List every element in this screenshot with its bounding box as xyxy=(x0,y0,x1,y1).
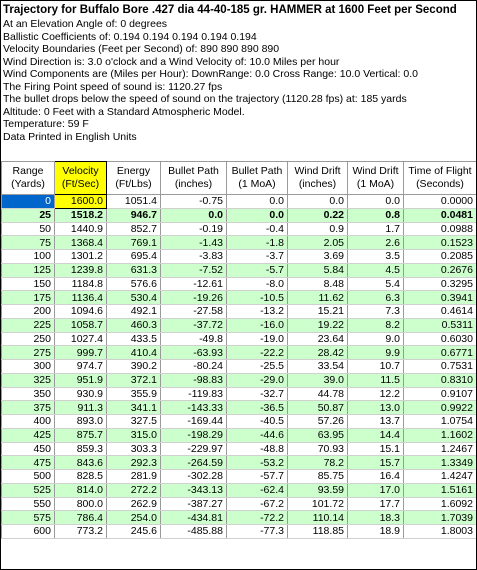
cell-range[interactable]: 225 xyxy=(2,318,55,332)
cell-range[interactable]: 375 xyxy=(2,401,55,415)
cell-range[interactable]: 550 xyxy=(2,497,55,511)
info-line-elevation: At an Elevation Angle of: 0 degrees xyxy=(3,18,168,30)
info-line-units: Data Printed in English Units xyxy=(3,130,137,143)
cell-time-of-flight[interactable]: 1.5161 xyxy=(404,483,477,497)
cell-wind-drift-inches[interactable]: 39.0 xyxy=(288,373,348,387)
cell-bullet-path-inches[interactable]: -198.29 xyxy=(161,428,227,442)
cell-energy[interactable]: 460.3 xyxy=(107,318,161,332)
cell-bullet-path-inches[interactable]: -98.83 xyxy=(161,373,227,387)
cell-bullet-path-inches[interactable]: -3.83 xyxy=(161,250,227,264)
cell-bullet-path-inches[interactable]: -0.19 xyxy=(161,222,227,236)
cell-velocity[interactable]: 911.3 xyxy=(55,401,107,415)
cell-wind-drift-moa[interactable]: 17.7 xyxy=(348,497,404,511)
cell-wind-drift-moa[interactable]: 12.2 xyxy=(348,387,404,401)
cell-velocity[interactable]: 1301.2 xyxy=(55,250,107,264)
cell-time-of-flight[interactable]: 0.8310 xyxy=(404,373,477,387)
cell-range[interactable]: 200 xyxy=(2,305,55,319)
cell-wind-drift-moa[interactable]: 15.1 xyxy=(348,442,404,456)
table-row xyxy=(2,305,477,319)
cell-energy[interactable]: 695.4 xyxy=(107,250,161,264)
column-header-wind-drift-moa[interactable] xyxy=(348,162,404,195)
cell-bullet-path-moa[interactable]: -48.8 xyxy=(227,442,288,456)
cell-range[interactable]: 575 xyxy=(2,511,55,525)
cell-velocity[interactable]: 1058.7 xyxy=(55,318,107,332)
cell-bullet-path-inches[interactable]: -143.33 xyxy=(161,401,227,415)
cell-time-of-flight[interactable]: 0.1523 xyxy=(404,236,477,250)
cell-wind-drift-moa[interactable]: 0.0 xyxy=(348,195,404,209)
cell-energy[interactable]: 852.7 xyxy=(107,222,161,236)
cell-velocity[interactable]: 786.4 xyxy=(55,511,107,525)
column-header-bullet-path-inches[interactable] xyxy=(161,162,227,195)
cell-velocity[interactable]: 800.0 xyxy=(55,497,107,511)
cell-wind-drift-moa[interactable]: 10.7 xyxy=(348,360,404,374)
cell-bullet-path-inches[interactable]: -1.43 xyxy=(161,236,227,250)
cell-bullet-path-inches[interactable]: -0.75 xyxy=(161,195,227,209)
table-row xyxy=(2,387,477,401)
cell-range[interactable]: 400 xyxy=(2,415,55,429)
cell-bullet-path-inches[interactable]: -63.93 xyxy=(161,346,227,360)
cell-bullet-path-moa[interactable]: -1.8 xyxy=(227,236,288,250)
cell-bullet-path-inches[interactable]: -229.97 xyxy=(161,442,227,456)
cell-time-of-flight[interactable]: 0.7531 xyxy=(404,360,477,374)
cell-bullet-path-inches[interactable]: -37.72 xyxy=(161,318,227,332)
column-header-line: Range xyxy=(12,165,44,177)
cell-velocity[interactable]: 814.0 xyxy=(55,483,107,497)
cell-wind-drift-inches[interactable]: 0.22 xyxy=(288,208,348,222)
cell-wind-drift-inches[interactable]: 15.21 xyxy=(288,305,348,319)
cell-wind-drift-moa[interactable]: 5.4 xyxy=(348,277,404,291)
cell-wind-drift-moa[interactable]: 7.3 xyxy=(348,305,404,319)
cell-wind-drift-moa[interactable]: 11.5 xyxy=(348,373,404,387)
info-line-speed-of-sound: The Firing Point speed of sound is: 1120.27 fps xyxy=(3,80,223,93)
column-header-line: Bullet Path xyxy=(231,165,283,177)
cell-energy[interactable]: 281.9 xyxy=(107,470,161,484)
column-header-line: (1 MoA) xyxy=(238,178,276,190)
cell-bullet-path-inches[interactable]: -302.28 xyxy=(161,470,227,484)
cell-time-of-flight[interactable]: 0.6030 xyxy=(404,332,477,346)
cell-velocity[interactable]: 1239.8 xyxy=(55,263,107,277)
cell-bullet-path-inches[interactable]: -387.27 xyxy=(161,497,227,511)
cell-range[interactable]: 500 xyxy=(2,470,55,484)
cell-bullet-path-moa[interactable]: -13.2 xyxy=(227,305,288,319)
cell-wind-drift-inches[interactable]: 93.59 xyxy=(288,483,348,497)
report-title: Trajectory for Buffalo Bore .427 dia 44-40-185 gr. HAMMER at 1600 Feet per Second xyxy=(3,4,457,16)
table-row xyxy=(2,373,477,387)
cell-bullet-path-moa[interactable]: -8.0 xyxy=(227,277,288,291)
table-row xyxy=(2,222,477,236)
column-header-line: (Yards) xyxy=(11,178,45,190)
cell-time-of-flight[interactable]: 1.4247 xyxy=(404,470,477,484)
cell-velocity[interactable]: 843.6 xyxy=(55,456,107,470)
cell-velocity[interactable]: 773.2 xyxy=(55,525,107,539)
cell-time-of-flight[interactable]: 0.9922 xyxy=(404,401,477,415)
cell-wind-drift-inches[interactable]: 5.84 xyxy=(288,263,348,277)
info-line-wind-components: Wind Components are (Miles per Hour): DownRange: 0.0 Cross Range: 10.0 Vertical: 0.0 xyxy=(3,68,418,80)
cell-bullet-path-moa[interactable]: -77.3 xyxy=(227,525,288,539)
cell-time-of-flight[interactable]: 0.0481 xyxy=(404,208,477,222)
table-row xyxy=(2,442,477,456)
cell-wind-drift-inches[interactable]: 0.9 xyxy=(288,222,348,236)
column-header-line: (inches) xyxy=(298,178,337,190)
cell-bullet-path-inches[interactable]: 0.0 xyxy=(161,208,227,222)
cell-time-of-flight[interactable]: 0.2676 xyxy=(404,263,477,277)
cell-wind-drift-inches[interactable]: 28.42 xyxy=(288,346,348,360)
cell-range[interactable]: 450 xyxy=(2,442,55,456)
cell-range[interactable]: 525 xyxy=(2,483,55,497)
info-line-temperature: Temperature: 59 F xyxy=(3,118,89,130)
cell-wind-drift-inches[interactable]: 110.14 xyxy=(288,511,348,525)
cell-energy[interactable]: 433.5 xyxy=(107,332,161,346)
cell-velocity[interactable]: 893.0 xyxy=(55,415,107,429)
cell-bullet-path-inches[interactable]: -7.52 xyxy=(161,263,227,277)
table-row xyxy=(2,415,477,429)
column-header-range[interactable] xyxy=(2,162,55,195)
cell-range[interactable]: 50 xyxy=(2,222,55,236)
cell-time-of-flight[interactable]: 0.9107 xyxy=(404,387,477,401)
column-header-line: Bullet Path xyxy=(168,165,219,177)
cell-bullet-path-moa[interactable]: -0.4 xyxy=(227,222,288,236)
info-line-altitude: Altitude: 0 Feet with a Standard Atmospheric Model. xyxy=(3,105,245,118)
cell-time-of-flight[interactable]: 0.3295 xyxy=(404,277,477,291)
cell-energy[interactable]: 327.5 xyxy=(107,415,161,429)
cell-wind-drift-moa[interactable]: 9.0 xyxy=(348,332,404,346)
column-header-bullet-path-moa[interactable] xyxy=(227,162,288,195)
table-row xyxy=(2,236,477,250)
cell-time-of-flight[interactable]: 1.2467 xyxy=(404,442,477,456)
table-row xyxy=(2,525,477,539)
cell-bullet-path-moa[interactable]: -62.4 xyxy=(227,483,288,497)
cell-wind-drift-inches[interactable]: 3.69 xyxy=(288,250,348,264)
cell-energy[interactable]: 946.7 xyxy=(107,208,161,222)
column-header-velocity[interactable] xyxy=(55,162,107,195)
cell-range[interactable]: 0 xyxy=(2,195,55,209)
table-row xyxy=(2,318,477,332)
table-row xyxy=(2,470,477,484)
column-header-line: Wind Drift xyxy=(294,165,341,177)
cell-wind-drift-moa[interactable]: 13.0 xyxy=(348,401,404,415)
cell-energy[interactable]: 245.6 xyxy=(107,525,161,539)
cell-range[interactable]: 475 xyxy=(2,456,55,470)
cell-velocity[interactable]: 1518.2 xyxy=(55,208,107,222)
trajectory-table xyxy=(1,161,477,539)
cell-bullet-path-inches[interactable]: -119.83 xyxy=(161,387,227,401)
cell-wind-drift-inches[interactable]: 70.93 xyxy=(288,442,348,456)
cell-wind-drift-moa[interactable]: 3.5 xyxy=(348,250,404,264)
cell-energy[interactable]: 631.3 xyxy=(107,263,161,277)
cell-time-of-flight[interactable]: 1.1602 xyxy=(404,428,477,442)
table-row xyxy=(2,360,477,374)
cell-range[interactable]: 250 xyxy=(2,332,55,346)
cell-bullet-path-moa[interactable]: -36.5 xyxy=(227,401,288,415)
cell-time-of-flight[interactable]: 1.8003 xyxy=(404,525,477,539)
cell-energy[interactable]: 315.0 xyxy=(107,428,161,442)
cell-velocity[interactable]: 1027.4 xyxy=(55,332,107,346)
cell-velocity[interactable]: 930.9 xyxy=(55,387,107,401)
table-row xyxy=(2,332,477,346)
table-header-row xyxy=(2,162,477,195)
table-row xyxy=(2,483,477,497)
cell-bullet-path-inches[interactable]: -264.59 xyxy=(161,456,227,470)
cell-wind-drift-moa[interactable]: 8.2 xyxy=(348,318,404,332)
cell-wind-drift-moa[interactable]: 1.7 xyxy=(348,222,404,236)
table-row xyxy=(2,401,477,415)
cell-time-of-flight[interactable]: 0.4614 xyxy=(404,305,477,319)
cell-range[interactable]: 275 xyxy=(2,346,55,360)
cell-wind-drift-moa[interactable]: 18.3 xyxy=(348,511,404,525)
cell-range[interactable]: 600 xyxy=(2,525,55,539)
cell-energy[interactable]: 254.0 xyxy=(107,511,161,525)
cell-energy[interactable]: 303.3 xyxy=(107,442,161,456)
cell-velocity[interactable]: 828.5 xyxy=(55,470,107,484)
cell-bullet-path-moa[interactable]: -53.2 xyxy=(227,456,288,470)
cell-time-of-flight[interactable]: 0.0988 xyxy=(404,222,477,236)
cell-energy[interactable]: 341.1 xyxy=(107,401,161,415)
cell-wind-drift-inches[interactable]: 78.2 xyxy=(288,456,348,470)
column-header-line: (Seconds) xyxy=(416,178,464,190)
column-header-line: Energy xyxy=(116,165,151,177)
cell-bullet-path-inches[interactable]: -434.81 xyxy=(161,511,227,525)
column-header-line: Velocity xyxy=(62,165,99,177)
table-body xyxy=(2,195,477,539)
cell-velocity[interactable]: 1440.9 xyxy=(55,222,107,236)
cell-bullet-path-inches[interactable]: -49.8 xyxy=(161,332,227,346)
cell-bullet-path-moa[interactable]: -25.5 xyxy=(227,360,288,374)
info-line-wind-direction: Wind Direction is: 3.0 o'clock and a Wind Velocity of: 10.0 Miles per hour xyxy=(3,55,340,68)
cell-bullet-path-inches[interactable]: -343.13 xyxy=(161,483,227,497)
cell-bullet-path-moa[interactable]: -72.2 xyxy=(227,511,288,525)
column-header-line: (1 MoA) xyxy=(356,178,395,190)
cell-range[interactable]: 325 xyxy=(2,373,55,387)
info-line-velocity-boundaries: Velocity Boundaries (Feet per Second) of: 890 890 890 890 xyxy=(3,43,280,55)
cell-energy[interactable]: 410.4 xyxy=(107,346,161,360)
table-row xyxy=(2,263,477,277)
cell-bullet-path-inches[interactable]: -19.26 xyxy=(161,291,227,305)
cell-energy[interactable]: 390.2 xyxy=(107,360,161,374)
column-header-line: (Ft/Lbs) xyxy=(115,178,152,190)
cell-wind-drift-inches[interactable]: 57.26 xyxy=(288,415,348,429)
cell-wind-drift-inches[interactable]: 0.0 xyxy=(288,195,348,209)
cell-wind-drift-moa[interactable]: 9.9 xyxy=(348,346,404,360)
table-row xyxy=(2,346,477,360)
cell-bullet-path-moa[interactable]: -19.0 xyxy=(227,332,288,346)
cell-wind-drift-inches[interactable]: 50.87 xyxy=(288,401,348,415)
cell-bullet-path-moa[interactable]: -10.5 xyxy=(227,291,288,305)
cell-velocity[interactable]: 1094.6 xyxy=(55,305,107,319)
cell-velocity[interactable]: 1368.4 xyxy=(55,236,107,250)
cell-velocity[interactable]: 1136.4 xyxy=(55,291,107,305)
table-row xyxy=(2,428,477,442)
cell-time-of-flight[interactable]: 1.6092 xyxy=(404,497,477,511)
cell-time-of-flight[interactable]: 1.3349 xyxy=(404,456,477,470)
cell-wind-drift-moa[interactable]: 16.4 xyxy=(348,470,404,484)
cell-wind-drift-moa[interactable]: 18.9 xyxy=(348,525,404,539)
cell-range[interactable]: 125 xyxy=(2,263,55,277)
cell-time-of-flight[interactable]: 0.6771 xyxy=(404,346,477,360)
cell-energy[interactable]: 372.1 xyxy=(107,373,161,387)
cell-bullet-path-moa[interactable]: -22.2 xyxy=(227,346,288,360)
cell-bullet-path-moa[interactable]: 0.0 xyxy=(227,208,288,222)
table-row xyxy=(2,511,477,525)
column-header-wind-drift-inches[interactable] xyxy=(288,162,348,195)
cell-energy[interactable]: 272.2 xyxy=(107,483,161,497)
cell-wind-drift-inches[interactable]: 63.95 xyxy=(288,428,348,442)
cell-range[interactable]: 350 xyxy=(2,387,55,401)
table-row xyxy=(2,291,477,305)
info-line-subsonic-range: The bullet drops below the speed of sound on the trajectory (1120.28 fps) at: 185 yards xyxy=(3,93,407,105)
table-row xyxy=(2,208,477,222)
table-row xyxy=(2,456,477,470)
cell-bullet-path-inches[interactable]: -485.88 xyxy=(161,525,227,539)
cell-wind-drift-inches[interactable]: 2.05 xyxy=(288,236,348,250)
cell-velocity[interactable]: 875.7 xyxy=(55,428,107,442)
cell-bullet-path-moa[interactable]: -40.5 xyxy=(227,415,288,429)
cell-time-of-flight[interactable]: 0.0000 xyxy=(404,195,477,209)
cell-wind-drift-inches[interactable]: 11.62 xyxy=(288,291,348,305)
cell-bullet-path-inches[interactable]: -27.58 xyxy=(161,305,227,319)
cell-range[interactable]: 425 xyxy=(2,428,55,442)
cell-wind-drift-moa[interactable]: 15.7 xyxy=(348,456,404,470)
column-header-line: (inches) xyxy=(174,178,213,190)
cell-range[interactable]: 150 xyxy=(2,277,55,291)
cell-velocity[interactable]: 999.7 xyxy=(55,346,107,360)
cell-wind-drift-inches[interactable]: 8.48 xyxy=(288,277,348,291)
cell-velocity[interactable]: 974.7 xyxy=(55,360,107,374)
column-header-line: (Ft/Sec) xyxy=(61,178,100,190)
column-header-line: Time of Flight xyxy=(408,165,472,177)
cell-wind-drift-moa[interactable]: 14.4 xyxy=(348,428,404,442)
cell-velocity[interactable]: 1184.8 xyxy=(55,277,107,291)
cell-bullet-path-moa[interactable]: -3.7 xyxy=(227,250,288,264)
cell-wind-drift-inches[interactable]: 23.64 xyxy=(288,332,348,346)
info-line-ballistic-coefficients: Ballistic Coefficients of: 0.194 0.194 0.194 0.194 0.194 xyxy=(3,30,257,43)
cell-time-of-flight[interactable]: 0.3941 xyxy=(404,291,477,305)
cell-wind-drift-moa[interactable]: 6.3 xyxy=(348,291,404,305)
cell-wind-drift-moa[interactable]: 4.5 xyxy=(348,263,404,277)
cell-bullet-path-moa[interactable]: -44.6 xyxy=(227,428,288,442)
cell-energy[interactable]: 262.9 xyxy=(107,497,161,511)
cell-range[interactable]: 175 xyxy=(2,291,55,305)
cell-wind-drift-moa[interactable]: 2.6 xyxy=(348,236,404,250)
cell-range[interactable]: 25 xyxy=(2,208,55,222)
cell-time-of-flight[interactable]: 1.7039 xyxy=(404,511,477,525)
report-header xyxy=(1,1,476,143)
cell-energy[interactable]: 292.3 xyxy=(107,456,161,470)
table-row xyxy=(2,497,477,511)
cell-wind-drift-moa[interactable]: 0.8 xyxy=(348,208,404,222)
cell-energy[interactable]: 355.9 xyxy=(107,387,161,401)
column-header-time-of-flight[interactable] xyxy=(404,162,477,195)
cell-range[interactable]: 100 xyxy=(2,250,55,264)
cell-bullet-path-inches[interactable]: -80.24 xyxy=(161,360,227,374)
cell-bullet-path-inches[interactable]: -169.44 xyxy=(161,415,227,429)
cell-energy[interactable]: 576.6 xyxy=(107,277,161,291)
cell-wind-drift-inches[interactable]: 85.75 xyxy=(288,470,348,484)
cell-wind-drift-moa[interactable]: 13.7 xyxy=(348,415,404,429)
cell-wind-drift-inches[interactable]: 19.22 xyxy=(288,318,348,332)
cell-wind-drift-inches[interactable]: 44.78 xyxy=(288,387,348,401)
cell-bullet-path-moa[interactable]: 0.0 xyxy=(227,195,288,209)
cell-bullet-path-moa[interactable]: -67.2 xyxy=(227,497,288,511)
table-row xyxy=(2,195,477,209)
cell-bullet-path-moa[interactable]: -32.7 xyxy=(227,387,288,401)
cell-wind-drift-inches[interactable]: 118.85 xyxy=(288,525,348,539)
cell-bullet-path-moa[interactable]: -5.7 xyxy=(227,263,288,277)
cell-range[interactable]: 300 xyxy=(2,360,55,374)
cell-bullet-path-moa[interactable]: -57.7 xyxy=(227,470,288,484)
cell-velocity[interactable]: 951.9 xyxy=(55,373,107,387)
cell-range[interactable]: 75 xyxy=(2,236,55,250)
cell-wind-drift-moa[interactable]: 17.0 xyxy=(348,483,404,497)
cell-velocity[interactable]: 1600.0 xyxy=(55,195,107,209)
cell-time-of-flight[interactable]: 0.5311 xyxy=(404,318,477,332)
cell-wind-drift-inches[interactable]: 101.72 xyxy=(288,497,348,511)
cell-energy[interactable]: 530.4 xyxy=(107,291,161,305)
column-header-energy[interactable] xyxy=(107,162,161,195)
table-row xyxy=(2,277,477,291)
cell-time-of-flight[interactable]: 0.2085 xyxy=(404,250,477,264)
cell-time-of-flight[interactable]: 1.0754 xyxy=(404,415,477,429)
column-header-line: Wind Drift xyxy=(352,165,399,177)
cell-wind-drift-inches[interactable]: 33.54 xyxy=(288,360,348,374)
cell-bullet-path-inches[interactable]: -12.61 xyxy=(161,277,227,291)
cell-energy[interactable]: 492.1 xyxy=(107,305,161,319)
cell-velocity[interactable]: 859.3 xyxy=(55,442,107,456)
cell-bullet-path-moa[interactable]: -29.0 xyxy=(227,373,288,387)
cell-energy[interactable]: 769.1 xyxy=(107,236,161,250)
table-row xyxy=(2,250,477,264)
cell-energy[interactable]: 1051.4 xyxy=(107,195,161,209)
cell-bullet-path-moa[interactable]: -16.0 xyxy=(227,318,288,332)
